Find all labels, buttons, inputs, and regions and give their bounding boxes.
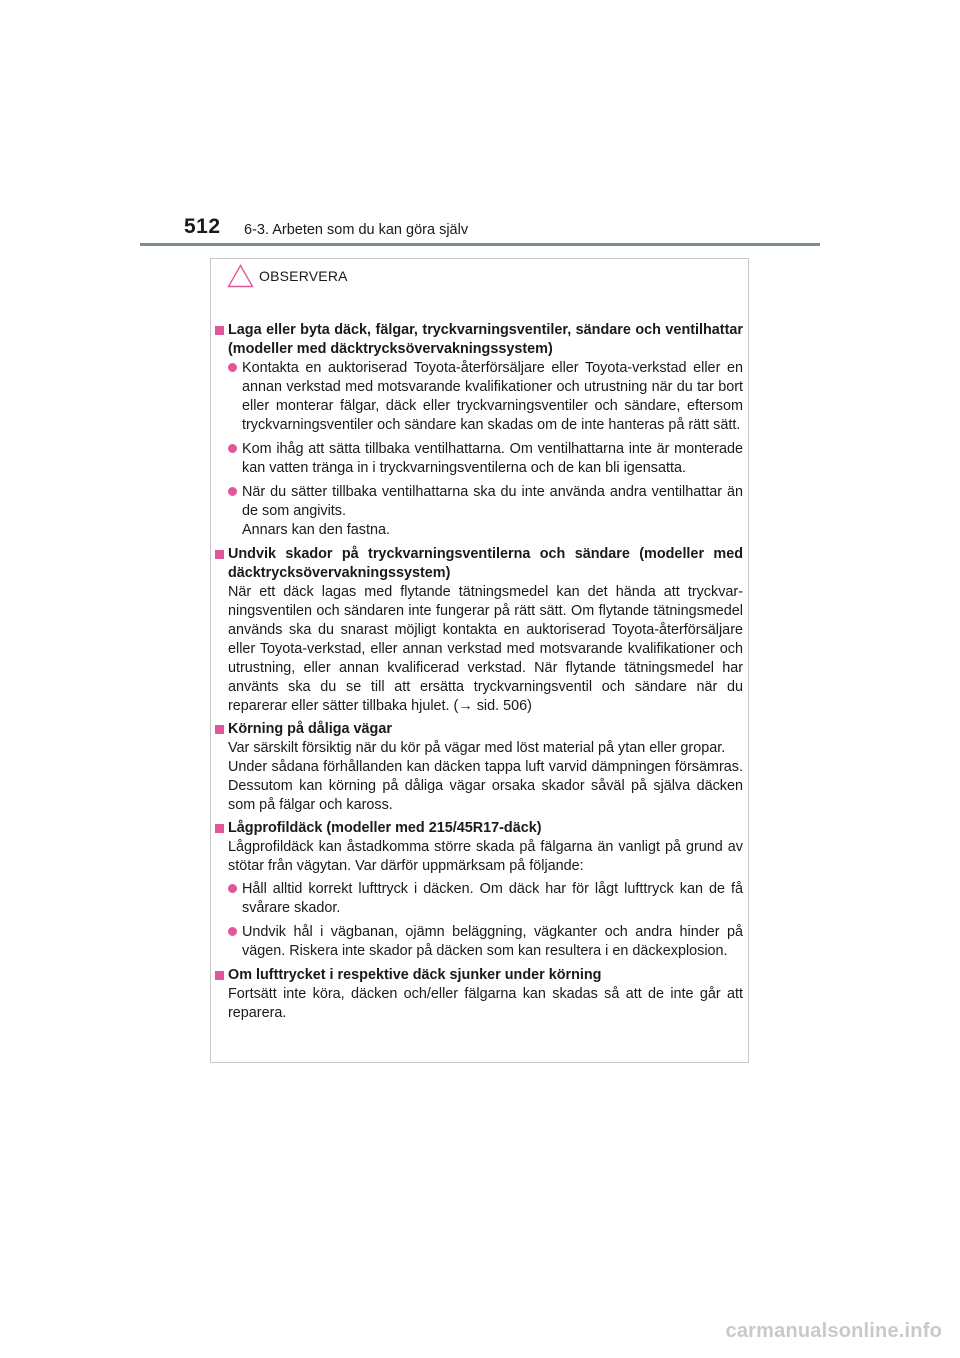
warning-triangle-icon [227,264,254,288]
square-bullet-icon [215,971,224,980]
list-item-text: När du sätter tillbaka ventilhattarna ska du inte använda andra ventilhattar än de som angivits. Annars kan den fastna. [242,484,743,538]
notice-label: OBSERVERA [259,268,348,284]
round-bullet-icon [228,927,237,936]
round-bullet-icon [228,884,237,893]
list-item [215,359,743,435]
round-bullet-icon [228,444,237,453]
notice-content [215,321,743,1027]
list-item [215,440,743,478]
list-item-text: Undvik hål i vägbanan, ojämn beläggning, vägkanter och andra hinder på vägen. Riskera inte skador på däcken som kan resultera i en däckexplosion. [242,924,743,959]
header-rule [140,243,820,246]
item-text: När ett däck lagas med flytande tätningsmedel kan det hända att tryckvarningsventilen och sändaren inte fungerar på rätt sätt. Om flytande tätningsmedel används ska du snarast möjligt kontakta en auktoriserad Toyota-återförsäljare eller Toyota-verkstad, eller annan verkstad med motsvarande kvalifikationer och utrustning, eller annan kvalificerad verkstad. När flytande tätningsmedel har använts ska du se till att ersätta tryckvarningsventil och sändare när du reparerar eller sätter tillbaka hjulet. (→ sid. 506) [228,584,743,714]
watermark: carmanualsonline.info [725,1320,942,1342]
page-number: 512 [184,215,221,238]
list-item [215,923,743,961]
square-bullet-icon [215,725,224,734]
notice-item [215,966,743,1023]
list-item [215,880,743,918]
item-text: Var särskilt försiktig när du kör på vägar med löst material på ytan eller gropar. Under sådana förhållanden kan däcken tappa luft varvid dämpningen försämras. Dessutom kan körning på dåliga vägar orsaka skador såväl på själva däcken som på fälgar och kaross. [228,740,743,813]
item-title: Laga eller byta däck, fälgar, tryckvarningsventiler, sändare och ventilhattar (modeller med däcktrycksövervakningssystem) [228,322,743,357]
item-text: Fortsätt inte köra, däcken och/eller fälgarna kan skadas så att de inte går att reparera. [228,986,743,1021]
item-text: Lågprofildäck kan åstadkomma större skada på fälgarna än vanligt på grund av stötar från vägytan. Var därför uppmärksam på följande: [228,839,743,874]
square-bullet-icon [215,326,224,335]
notice-item [215,321,743,540]
list-item-text: Kom ihåg att sätta tillbaka ventilhattarna. Om ventilhattarna inte är monterade kan vatten tränga in i tryckvarningsventilerna och de kan bli igensatta. [242,441,743,476]
square-bullet-icon [215,550,224,559]
item-title: Om lufttrycket i respektive däck sjunker under körning [228,967,602,983]
item-title: Körning på dåliga vägar [228,721,392,737]
notice-box [210,258,749,1063]
item-title: Undvik skador på tryckvarningsventilerna och sändare (modeller med däcktrycksövervakningssystem) [228,546,743,581]
list-item-text: Håll alltid korrekt lufttryck i däcken. Om däck har för lågt lufttryck kan de få svårare skador. [242,881,743,916]
notice-item [215,819,743,961]
notice-item [215,720,743,815]
notice-item [215,545,743,716]
round-bullet-icon [228,363,237,372]
square-bullet-icon [215,824,224,833]
item-title: Lågprofildäck (modeller med 215/45R17-däck) [228,820,542,836]
list-item [215,483,743,540]
list-item-text: Kontakta en auktoriserad Toyota-återförsäljare eller Toyota-verkstad eller en annan verkstad med motsvarande kvalifikationer och utrustning när du tar bort eller monterar fälgar, däck eller tryckvarningsventiler och sändare, eftersom tryckvarningsventiler och sändare kan skadas om de inte hanteras på rätt sätt. [242,360,743,433]
notice-header [227,263,348,289]
round-bullet-icon [228,487,237,496]
section-title: 6-3. Arbeten som du kan göra själv [244,222,469,238]
